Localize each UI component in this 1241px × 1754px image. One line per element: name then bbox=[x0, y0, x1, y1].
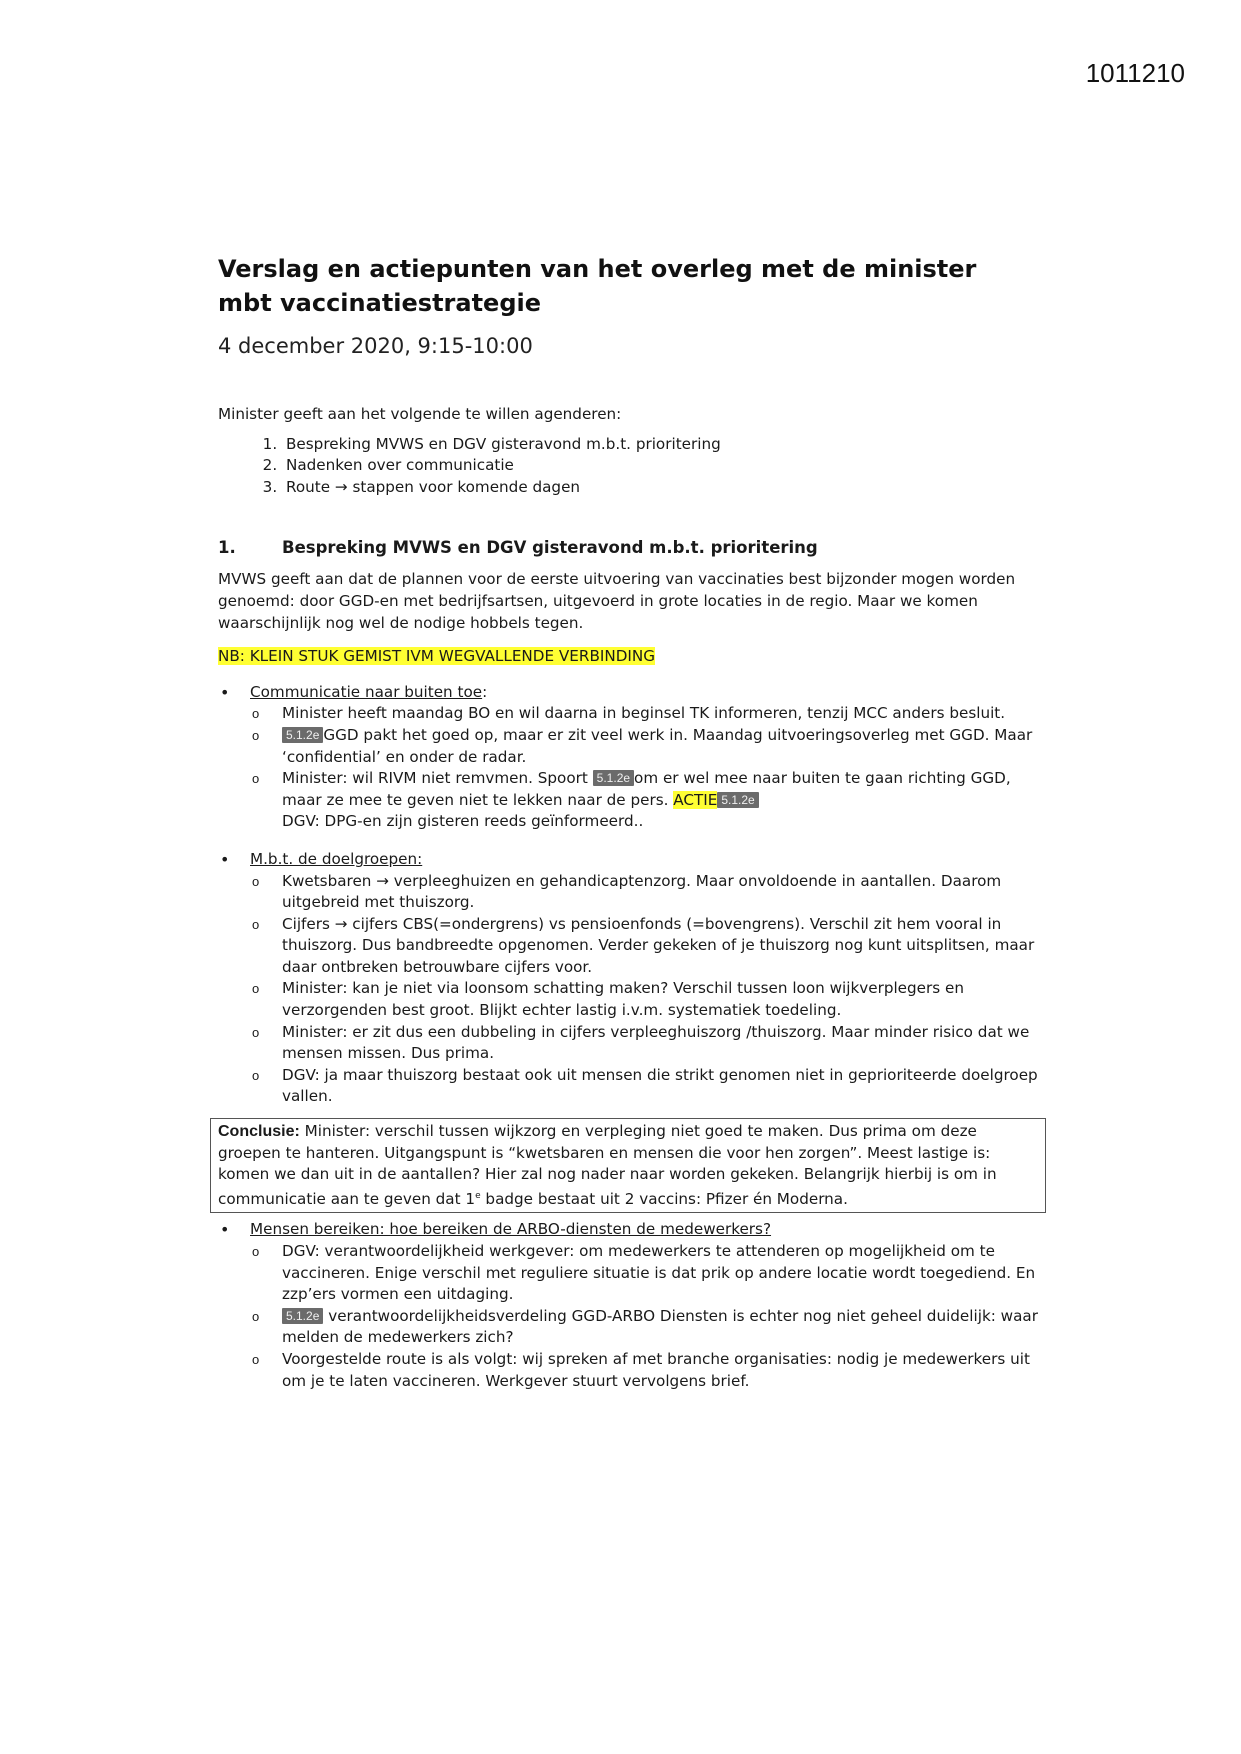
sub-item bbox=[250, 1306, 1038, 1349]
sub-item-text: om er wel mee naar buiten te gaan richting GGD, maar ze mee te geven niet te lekken naar de pers. bbox=[282, 769, 1011, 809]
bullet-communicatie bbox=[218, 682, 1038, 833]
agenda-item: 2. Nadenken over communicatie bbox=[282, 455, 1038, 477]
conclusion-text: Minister: verschil tussen wijkzorg en verpleging niet goed te maken. Dus prima om deze groepen te hanteren. Uitgangspunt is “kwetsbaren en mensen die voor hen zorgen”. Meest lastige is: komen we dan uit in de aantallen? Hier zal nog nader naar worden gekeken. Belangrijk hierbij is om in communicatie aan te geven dat 1 bbox=[218, 1122, 997, 1208]
bullet-title: M.b.t. de doelgroepen: bbox=[250, 849, 423, 868]
bullet-list bbox=[218, 682, 1038, 1108]
redaction-badge: 5.1.2e bbox=[282, 727, 323, 743]
sub-item: o Voorgestelde route is als volgt: wij spreken af met branche organisaties: nodig je medewerkers uit om je te laten vaccineren. Werkgever stuurt vervolgens brief. bbox=[250, 1349, 1038, 1392]
bullet-title: Mensen bereiken: hoe bereiken de ARBO-diensten de medewerkers? bbox=[250, 1220, 772, 1239]
redaction-badge: 5.1.2e bbox=[593, 770, 634, 786]
sub-item bbox=[250, 725, 1038, 768]
bullet-doelgroepen bbox=[218, 849, 1038, 1108]
sub-item: o Cijfers → cijfers CBS(=ondergrens) vs pensioenfonds (=bovengrens). Verschil zit hem vooral in thuiszorg. Dus bandbreedte opgenomen. Verder gekeken of je thuiszorg nog kunt uitsplitsen, maar daar ontbreken betrouwbare cijfers voor. bbox=[250, 914, 1038, 979]
bullet-bereiken bbox=[218, 1219, 1038, 1392]
conclusion-label: Conclusie: bbox=[218, 1123, 300, 1141]
section-title: Bespreking MVWS en DGV gisteravond m.b.t. prioritering bbox=[282, 538, 818, 558]
conclusion-box bbox=[210, 1118, 1046, 1213]
sub-item-text: GGD pakt het goed op, maar er zit veel werk in. Maandag uitvoeringsoverleg met GGD. Maar ‘confidential’ en onder de radar. bbox=[282, 725, 1033, 766]
agenda-intro: Minister geeft aan het volgende te willen agenderen: bbox=[218, 405, 622, 423]
meeting-date: 4 december 2020, 9:15-10:00 bbox=[218, 334, 533, 358]
sub-item: o Minister: kan je niet via loonsom schatting maken? Verschil tussen loon wijkverplegers en verzorgenden best groot. Blijkt echter lastig i.v.m. systematiek toedeling. bbox=[250, 978, 1038, 1021]
redaction-badge: 5.1.2e bbox=[717, 792, 758, 808]
nb-highlight: NB: KLEIN STUK GEMIST IVM WEGVALLENDE VERBINDING bbox=[218, 647, 656, 666]
agenda-item: 1. Bespreking MVWS en DGV gisteravond m.b.t. prioritering bbox=[282, 434, 1038, 456]
bullet-list bbox=[218, 1219, 1038, 1392]
document-number: 1011210 bbox=[1085, 58, 1185, 88]
sub-item: o Minister heeft maandag BO en wil daarna in beginsel TK informeren, tenzij MCC anders besluit. bbox=[250, 703, 1038, 725]
sub-item-text: Minister: wil RIVM niet remvmen. Spoort bbox=[282, 769, 588, 788]
conclusion-sup: e bbox=[475, 1190, 481, 1201]
sub-item: o DGV: verantwoordelijkheid werkgever: om medewerkers te attenderen op mogelijkheid om te vaccineren. Enige verschil met reguliere situatie is dat prik op andere locatie wordt toegediend. En zzp’ers vormen een uitdaging. bbox=[250, 1241, 1038, 1306]
section-number: 1. bbox=[218, 538, 236, 558]
agenda-list bbox=[218, 434, 1038, 499]
sub-list bbox=[250, 703, 1038, 833]
action-highlight: ACTIE bbox=[673, 790, 718, 809]
sub-item: o Minister: er zit dus een dubbeling in cijfers verpleeghuiszorg /thuiszorg. Maar minder risico dat we mensen missen. Dus prima. bbox=[250, 1022, 1038, 1065]
bullet-title: Communicatie naar buiten toe bbox=[250, 682, 483, 701]
document-title: Verslag en actiepunten van het overleg met de minister mbt vaccinatiestrategie bbox=[218, 255, 977, 317]
nb-note bbox=[218, 646, 1038, 668]
sub-item: o DGV: ja maar thuiszorg bestaat ook uit mensen die strikt genomen niet in geprioriteerde doelgroep vallen. bbox=[250, 1065, 1038, 1108]
sub-item: o Kwetsbaren → verpleeghuizen en gehandicaptenzorg. Maar onvoldoende in aantallen. Daarom uitgebreid met thuiszorg. bbox=[250, 871, 1038, 914]
sub-item-text: verantwoordelijkheidsverdeling GGD-ARBO Diensten is echter nog niet geheel duidelijk: waar melden de medewerkers zich? bbox=[282, 1306, 1038, 1347]
section-paragraph: MVWS geeft aan dat de plannen voor de eerste uitvoering van vaccinaties best bijzonder mogen worden genoemd: door GGD-en met bedrijfsartsen, uitgevoerd in grote locaties in de regio. Maar we komen waarschijnlijk nog wel de nodige hobbels tegen. bbox=[218, 570, 1016, 632]
document-body bbox=[218, 252, 1038, 1392]
sub-list bbox=[250, 1241, 1038, 1392]
sub-item-text: DGV: DPG-en zijn gisteren reeds geïnformeerd.. bbox=[282, 812, 644, 831]
redaction-badge: 5.1.2e bbox=[282, 1308, 323, 1324]
sub-item bbox=[250, 768, 1038, 833]
bullet-title-suffix: : bbox=[482, 682, 488, 701]
agenda-item: 3. Route → stappen voor komende dagen bbox=[282, 477, 1038, 499]
section-heading bbox=[218, 538, 1038, 557]
conclusion-text: badge bestaat uit 2 vaccins: Pfizer én Moderna. bbox=[480, 1189, 848, 1208]
sub-list bbox=[250, 871, 1038, 1109]
